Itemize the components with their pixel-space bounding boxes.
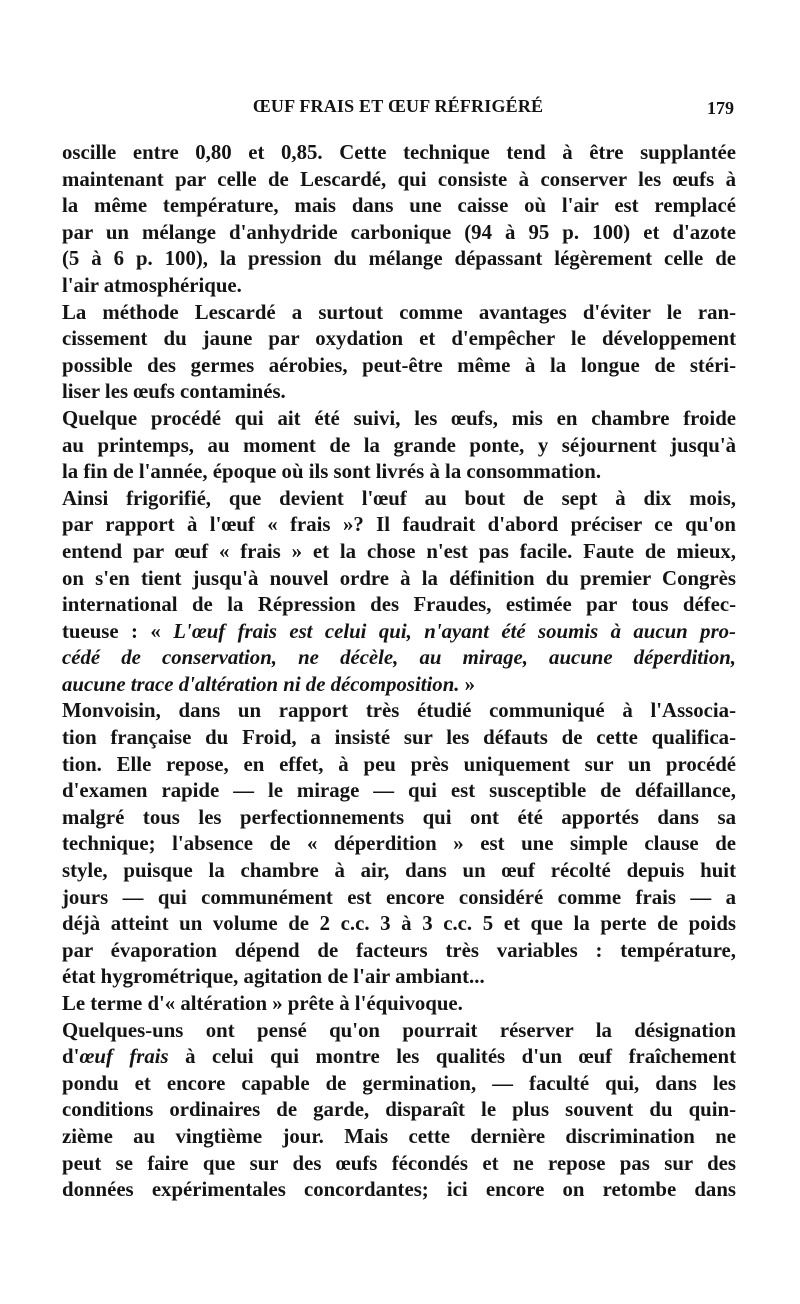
text-line-with-quote-end	[62, 672, 736, 699]
text-line: tion française du Froid, a insisté sur les défauts de cette qualifica-	[62, 726, 736, 750]
text-line: style, puisque la chambre à air, dans un œuf récolté depuis huit	[62, 859, 736, 883]
quoted-definition: L'œuf frais est celui qui, n'ayant été soumis à aucun pro-	[173, 619, 736, 643]
text-line: données expérimentales concordantes; ici encore on retombe dans	[62, 1178, 736, 1202]
text-line-italic	[62, 645, 736, 672]
text-fragment: d'	[62, 1045, 80, 1069]
text-line: la même température, mais dans une caisse où l'air est remplacé	[62, 194, 736, 218]
text-line: maintenant par celle de Lescardé, qui consiste à conserver les œufs à	[62, 167, 736, 191]
running-header	[62, 96, 734, 124]
text-line: peut se faire que sur des œufs fécondés et ne repose pas sur des	[62, 1151, 736, 1175]
text-line: état hygrométrique, agitation de l'air ambiant...	[62, 965, 485, 989]
text-line: cissement du jaune par oxydation et d'empêcher le développement	[62, 327, 736, 351]
text-line: technique; l'absence de « déperdition » est une simple clause de	[62, 832, 736, 856]
italic-term: œuf frais	[79, 1045, 169, 1069]
text-line: Quelques-uns ont pensé qu'on pourrait réserver la désignation	[62, 1018, 736, 1042]
text-line: international de la Répression des Fraudes, estimée par tous défec-	[62, 593, 736, 617]
text-line: oscille entre 0,80 et 0,85. Cette technique tend à être supplantée	[62, 141, 736, 164]
text-line: Quelque procédé qui ait été suivi, les œufs, mis en chambre froide	[62, 406, 736, 430]
text-line: par rapport à l'œuf « frais »? Il faudrait d'abord préciser ce qu'on	[62, 513, 736, 537]
text-line: entend par œuf « frais » et la chose n'est pas facile. Faute de mieux,	[62, 539, 736, 563]
quoted-definition: aucune trace d'altération ni de décomposition.	[62, 672, 460, 696]
text-line: jours — qui communément est encore considéré comme frais — a	[62, 885, 736, 909]
text-line-with-italic	[62, 1044, 736, 1071]
text-line: au printemps, au moment de la grande ponte, y séjournent jusqu'à	[62, 433, 736, 457]
text-line-with-quote	[62, 619, 736, 646]
text-line: malgré tous les perfectionnements qui ont été apportés dans sa	[62, 805, 736, 829]
body-text	[62, 140, 736, 1204]
text-line: déjà atteint un volume de 2 c.c. 3 à 3 c.c. 5 et que la perte de poids	[62, 912, 736, 936]
page-number: 179	[707, 98, 734, 118]
text-line: Monvoisin, dans un rapport très étudié communiqué à l'Associa-	[62, 699, 736, 723]
text-line: liser les œufs contaminés.	[62, 380, 286, 404]
text-line: tion. Elle repose, en effet, à peu près uniquement sur un procédé	[62, 752, 736, 776]
text-line: conditions ordinaires de garde, disparaît le plus souvent du quin-	[62, 1098, 736, 1122]
text-fragment: à celui qui montre les qualités d'un œuf fraîchement	[168, 1045, 736, 1069]
text-line: par un mélange d'anhydride carbonique (94 à 95 p. 100) et d'azote	[62, 220, 736, 244]
text-line: d'examen rapide — le mirage — qui est susceptible de défaillance,	[62, 779, 736, 803]
quoted-definition: cédé de conservation, ne décèle, au mirage, aucune déperdition,	[62, 646, 736, 670]
running-title: ŒUF FRAIS ET ŒUF RÉFRIGÉRÉ	[252, 96, 544, 116]
text-fragment: tueuse : «	[62, 619, 174, 643]
text-line: zième au vingtième jour. Mais cette dernière discrimination ne	[62, 1124, 736, 1148]
text-fragment: »	[459, 672, 476, 696]
text-line: pondu et encore capable de germination, — faculté qui, dans les	[62, 1071, 736, 1095]
text-line: Ainsi frigorifié, que devient l'œuf au bout de sept à dix mois,	[62, 486, 736, 510]
text-line: possible des germes aérobies, peut-être même à la longue de stéri-	[62, 353, 736, 377]
text-line: par évaporation dépend de facteurs très variables : température,	[62, 938, 736, 962]
text-line: la fin de l'année, époque où ils sont livrés à la consommation.	[62, 460, 602, 484]
text-line: on s'en tient jusqu'à nouvel ordre à la définition du premier Congrès	[62, 566, 736, 590]
text-line: (5 à 6 p. 100), la pression du mélange dépassant légèrement celle de	[62, 247, 736, 271]
text-line: La méthode Lescardé a surtout comme avantages d'éviter le ran-	[62, 300, 736, 324]
text-line: Le terme d'« altération » prête à l'équivoque.	[62, 992, 463, 1015]
text-line: l'air atmosphérique.	[62, 273, 242, 297]
